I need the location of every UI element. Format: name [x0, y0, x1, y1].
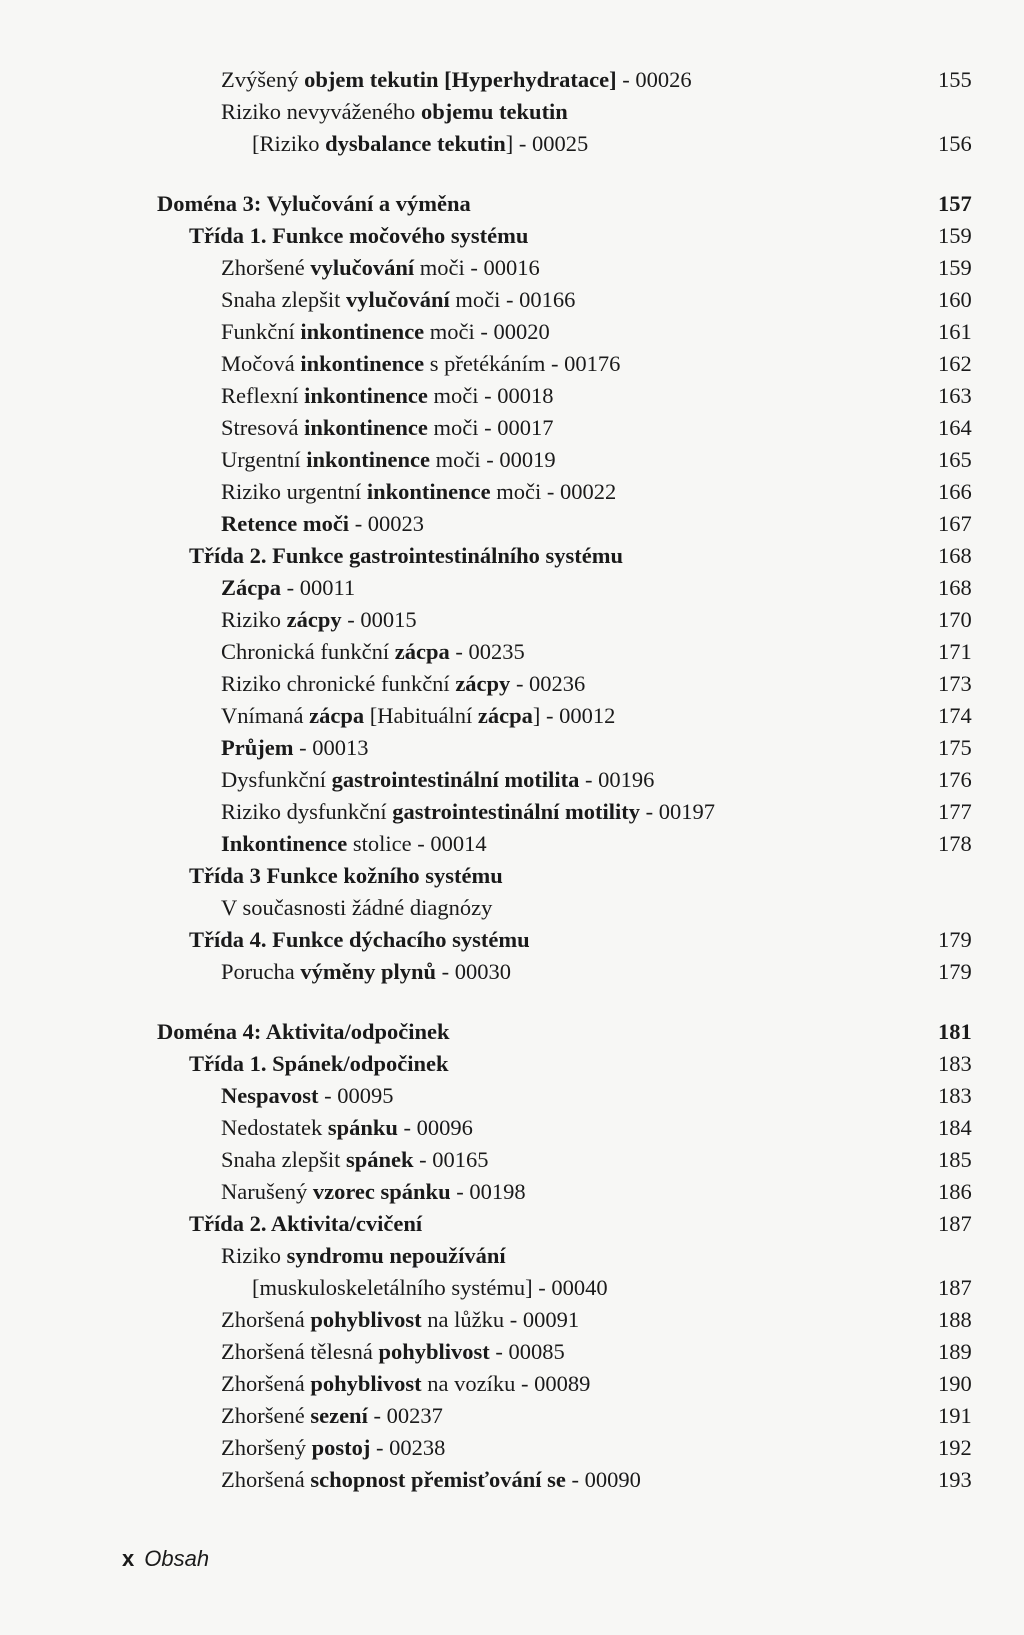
toc-entry-title [221, 796, 715, 828]
toc-term-bold: gastrointestinální motilita [331, 767, 580, 792]
toc-page-number: 165 [938, 447, 972, 472]
toc-entry [0, 64, 1024, 96]
toc-entry-title [189, 540, 623, 572]
toc-text: Zhoršená [221, 1371, 311, 1396]
toc-page-number: 168 [938, 575, 972, 600]
toc-entry-title [221, 1080, 394, 1112]
toc-entry-title [221, 508, 424, 540]
toc-entry [0, 1464, 1024, 1496]
toc-text: Zvýšený [221, 67, 305, 92]
toc-term-bold: Třída 2. Funkce gastrointestinálního systému [189, 543, 624, 568]
toc-entry [0, 892, 1024, 924]
toc-term-bold: Retence moči [221, 511, 350, 536]
toc-text: - 00011 [281, 575, 356, 600]
toc-page-number: 187 [938, 1211, 972, 1236]
toc-term-bold: zácpa [309, 703, 365, 728]
toc-entry [0, 348, 1024, 380]
toc-entry [0, 860, 1024, 892]
toc-term-bold: vylučování [310, 255, 415, 280]
toc-entry-title [221, 1304, 579, 1336]
toc-term-bold: objem tekutin [Hyperhydratace] [304, 67, 617, 92]
toc-page-number: 171 [938, 639, 972, 664]
toc-text: Riziko [221, 607, 287, 632]
toc-entry-title [221, 1464, 641, 1496]
toc-entry [0, 1208, 1024, 1240]
toc-text: moči - 00020 [424, 319, 550, 344]
toc-term-bold: gastrointestinální motility [392, 799, 640, 824]
toc-entry-title [221, 1112, 473, 1144]
toc-entry-title [221, 1240, 506, 1272]
toc-term-bold: syndromu nepoužívání [286, 1243, 506, 1268]
toc-term-bold: spánek [345, 1147, 414, 1172]
toc-entry [0, 732, 1024, 764]
toc-term-bold: schopnost přemisťování se [310, 1467, 566, 1492]
toc-entry [0, 636, 1024, 668]
toc-entry [0, 796, 1024, 828]
toc-text: ] - 00025 [505, 131, 589, 156]
toc-page-number: 174 [938, 703, 972, 728]
toc-text: - 00197 [639, 799, 715, 824]
toc-entry [0, 1432, 1024, 1464]
toc-entry [0, 1304, 1024, 1336]
toc-text: ] - 00012 [532, 703, 616, 728]
toc-entry-title [221, 668, 585, 700]
toc-entry [0, 476, 1024, 508]
toc-entry [0, 96, 1024, 128]
toc-entry-title [252, 128, 588, 160]
toc-text: - 00165 [413, 1147, 489, 1172]
toc-entry-title [221, 828, 487, 860]
toc-term-bold: zácpa [477, 703, 533, 728]
toc-term-bold: Inkontinence [221, 831, 348, 856]
toc-entry-title [189, 1048, 448, 1080]
toc-text: moči - 00017 [427, 415, 554, 440]
toc-page-number: 167 [938, 511, 972, 536]
toc-term-bold: pohyblivost [310, 1371, 422, 1396]
toc-term-bold: Třída 2. Aktivita/cvičení [189, 1211, 423, 1236]
toc-term-bold: pohyblivost [378, 1339, 490, 1364]
toc-entry [0, 1176, 1024, 1208]
toc-page-number: 160 [938, 287, 972, 312]
toc-entry-title [221, 1336, 565, 1368]
toc-page-number: 184 [938, 1115, 972, 1140]
toc-term-bold: zácpy [286, 607, 342, 632]
toc-text: Zhoršená tělesná [221, 1339, 379, 1364]
toc-text: - 00237 [367, 1403, 443, 1428]
toc-entry [0, 1368, 1024, 1400]
toc-entry [0, 604, 1024, 636]
toc-text: Snaha zlepšit [221, 1147, 346, 1172]
toc-entry [0, 284, 1024, 316]
toc-text: Zhoršené [221, 1403, 311, 1428]
toc-term-bold: zácpy [455, 671, 511, 696]
toc-term-bold: Doména 4: Aktivita/odpočinek [157, 1019, 450, 1044]
toc-text: - 00085 [489, 1339, 565, 1364]
toc-page-number: 164 [938, 415, 972, 440]
toc-entry-title [221, 96, 568, 128]
toc-text: moči - 00166 [449, 287, 576, 312]
toc-text: Vnímaná [221, 703, 310, 728]
toc-entry-title [221, 764, 654, 796]
toc-entry-title [221, 252, 540, 284]
toc-text: Snaha zlepšit [221, 287, 346, 312]
toc-entry-title [157, 188, 471, 220]
toc-term-bold: inkontinence [300, 351, 425, 376]
toc-text: Stresová [221, 415, 305, 440]
toc-entry-title [252, 1272, 608, 1304]
toc-entry-title [157, 1016, 450, 1048]
toc-entry-title [221, 1176, 526, 1208]
toc-entry-title [221, 700, 615, 732]
toc-term-bold: Průjem [221, 735, 294, 760]
toc-entry [0, 1336, 1024, 1368]
toc-text: - 00236 [510, 671, 586, 696]
toc-entry [0, 412, 1024, 444]
toc-entry-title [221, 412, 554, 444]
toc-term-bold: vzorec spánku [312, 1179, 451, 1204]
toc-entry [0, 252, 1024, 284]
toc-text: na lůžku - 00091 [421, 1307, 580, 1332]
toc-term-bold: výměny plynů [300, 959, 437, 984]
toc-page-number: 188 [938, 1307, 972, 1332]
toc-text: - 00096 [397, 1115, 473, 1140]
toc-page-number: 187 [938, 1275, 972, 1300]
toc-entry-title [221, 380, 554, 412]
toc-text: Zhoršená [221, 1467, 311, 1492]
toc-entry [0, 700, 1024, 732]
toc-term-bold: inkontinence [304, 383, 428, 408]
toc-entry-title [221, 348, 620, 380]
toc-entry [0, 1048, 1024, 1080]
toc-term-bold: Třída 3 Funkce kožního systému [189, 863, 503, 888]
toc-term-bold: inkontinence [366, 479, 491, 504]
toc-text: - 00013 [293, 735, 369, 760]
toc-entry [0, 1080, 1024, 1112]
toc-text: Riziko [221, 1243, 287, 1268]
toc-text: [muskuloskeletálního systému] - 00040 [252, 1275, 608, 1300]
toc-entry [0, 828, 1024, 860]
toc-term-bold: zácpa [394, 639, 450, 664]
toc-term-bold: inkontinence [300, 319, 425, 344]
toc-page-number: 192 [938, 1435, 972, 1460]
toc-text: Urgentní [221, 447, 307, 472]
toc-term-bold: pohyblivost [310, 1307, 422, 1332]
toc-text: Riziko dysfunkční [221, 799, 393, 824]
toc-text: Zhoršený [221, 1435, 312, 1460]
toc-text: - 00015 [341, 607, 417, 632]
toc-page-number: 161 [938, 319, 972, 344]
toc-term-bold: Nespavost [221, 1083, 319, 1108]
toc-entry-title [221, 1432, 445, 1464]
toc-page-number: 162 [938, 351, 972, 376]
toc-entry [0, 1112, 1024, 1144]
toc-entry-title [221, 636, 525, 668]
page-footer [122, 1544, 209, 1574]
toc-text: Zhoršená [221, 1307, 311, 1332]
toc-text: na vozíku - 00089 [421, 1371, 591, 1396]
toc-text: V současnosti žádné diagnózy [221, 895, 493, 920]
toc-page-number: 179 [938, 959, 972, 984]
toc-page-number: 157 [938, 191, 972, 216]
toc-text: - 00023 [349, 511, 425, 536]
toc-entry-title [221, 284, 575, 316]
toc-page-number: 159 [938, 255, 972, 280]
toc-entry-title [221, 476, 616, 508]
toc-term-bold: sezení [310, 1403, 368, 1428]
toc-entry [0, 1144, 1024, 1176]
toc-page-number: 176 [938, 767, 972, 792]
toc-entry [0, 1400, 1024, 1432]
toc-entry [0, 1240, 1024, 1272]
toc-entry [0, 188, 1024, 220]
toc-entry [0, 380, 1024, 412]
toc-text: Funkční [221, 319, 301, 344]
toc-text: Zhoršené [221, 255, 311, 280]
footer-section-title: Obsah [144, 1546, 210, 1571]
toc-entry-title [221, 732, 368, 764]
toc-text: Narušený [221, 1179, 313, 1204]
toc-page-number: 159 [938, 223, 972, 248]
toc-term-bold: objemu tekutin [420, 99, 568, 124]
toc-entry [0, 1016, 1024, 1048]
toc-entry-title [221, 604, 417, 636]
toc-page-number: 191 [938, 1403, 972, 1428]
toc-entry-title [189, 860, 503, 892]
toc-page-number: 186 [938, 1179, 972, 1204]
toc-text: - 00238 [370, 1435, 446, 1460]
toc-page-number: 190 [938, 1371, 972, 1396]
toc-page-number: 185 [938, 1147, 972, 1172]
toc-entry [0, 444, 1024, 476]
toc-page-number: 155 [938, 67, 972, 92]
toc-page-number: 178 [938, 831, 972, 856]
toc-entry [0, 764, 1024, 796]
toc-text: moči - 00016 [414, 255, 540, 280]
toc-page-number: 173 [938, 671, 972, 696]
toc-text: - 00030 [436, 959, 512, 984]
toc-entry [0, 572, 1024, 604]
toc-text: - 00196 [579, 767, 655, 792]
toc-page-number: 175 [938, 735, 972, 760]
toc-text: Porucha [221, 959, 301, 984]
toc-term-bold: vylučování [345, 287, 450, 312]
toc-entry [0, 1272, 1024, 1304]
toc-page-number: 179 [938, 927, 972, 952]
toc-entry-title [221, 956, 511, 988]
toc-page-number: 177 [938, 799, 972, 824]
toc-page-number: 181 [938, 1019, 972, 1044]
toc-entry-title [221, 892, 492, 924]
toc-text: - 00235 [449, 639, 525, 664]
toc-page-number: 166 [938, 479, 972, 504]
toc-page-number: 168 [938, 543, 972, 568]
toc-text: [Riziko [252, 131, 326, 156]
toc-page-number: 183 [938, 1051, 972, 1076]
toc-page-number: 170 [938, 607, 972, 632]
toc-text: moči - 00022 [490, 479, 617, 504]
toc-entry [0, 220, 1024, 252]
toc-entry [0, 316, 1024, 348]
toc-text: - 00095 [318, 1083, 394, 1108]
toc-entry-title [221, 1368, 590, 1400]
toc-text: Riziko urgentní [221, 479, 367, 504]
toc-text: - 00026 [616, 67, 692, 92]
toc-page-number: 193 [938, 1467, 972, 1492]
toc-term-bold: Třída 4. Funkce dýchacího systému [189, 927, 530, 952]
toc-text: - 00090 [565, 1467, 641, 1492]
toc-entry [0, 540, 1024, 572]
toc-text: Nedostatek [221, 1115, 328, 1140]
toc-entry-title [221, 1144, 489, 1176]
toc-term-bold: Třída 1. Spánek/odpočinek [189, 1051, 449, 1076]
toc-entry [0, 508, 1024, 540]
toc-entry [0, 128, 1024, 160]
toc-text: - 00198 [450, 1179, 526, 1204]
toc-term-bold: Doména 3: Vylučování a výměna [157, 191, 471, 216]
toc-text: [Habituální [364, 703, 478, 728]
footer-page-number: x [122, 1546, 135, 1571]
toc-term-bold: inkontinence [304, 415, 428, 440]
toc-text: Chronická funkční [221, 639, 395, 664]
toc-text: Riziko chronické funkční [221, 671, 456, 696]
toc-page-number: 163 [938, 383, 972, 408]
toc-text: Riziko nevyváženého [221, 99, 421, 124]
toc-entry [0, 956, 1024, 988]
toc-entry-title [221, 1400, 443, 1432]
toc-text: stolice - 00014 [347, 831, 487, 856]
toc-term-bold: postoj [311, 1435, 371, 1460]
toc-text: moči - 00018 [427, 383, 554, 408]
toc-entry-title [189, 1208, 422, 1240]
toc-text: moči - 00019 [429, 447, 556, 472]
toc-page-number: 156 [938, 131, 972, 156]
toc-text: Močová [221, 351, 301, 376]
toc-term-bold: inkontinence [306, 447, 430, 472]
toc-entry-title [221, 64, 692, 96]
toc-text: Dysfunkční [221, 767, 332, 792]
toc-entry-title [221, 572, 355, 604]
toc-text: s přetékáním - 00176 [424, 351, 621, 376]
toc-entry-title [221, 444, 556, 476]
toc-entry-title [221, 316, 550, 348]
toc-term-bold: dysbalance tekutin [325, 131, 506, 156]
toc-term-bold: spánku [327, 1115, 398, 1140]
toc-entry [0, 924, 1024, 956]
toc-entry-title [189, 924, 530, 956]
toc-page-number: 189 [938, 1339, 972, 1364]
toc-page-number: 183 [938, 1083, 972, 1108]
toc-term-bold: Třída 1. Funkce močového systému [189, 223, 529, 248]
toc-entry [0, 668, 1024, 700]
toc-entry-title [189, 220, 528, 252]
toc-term-bold: Zácpa [221, 575, 282, 600]
toc-text: Reflexní [221, 383, 305, 408]
